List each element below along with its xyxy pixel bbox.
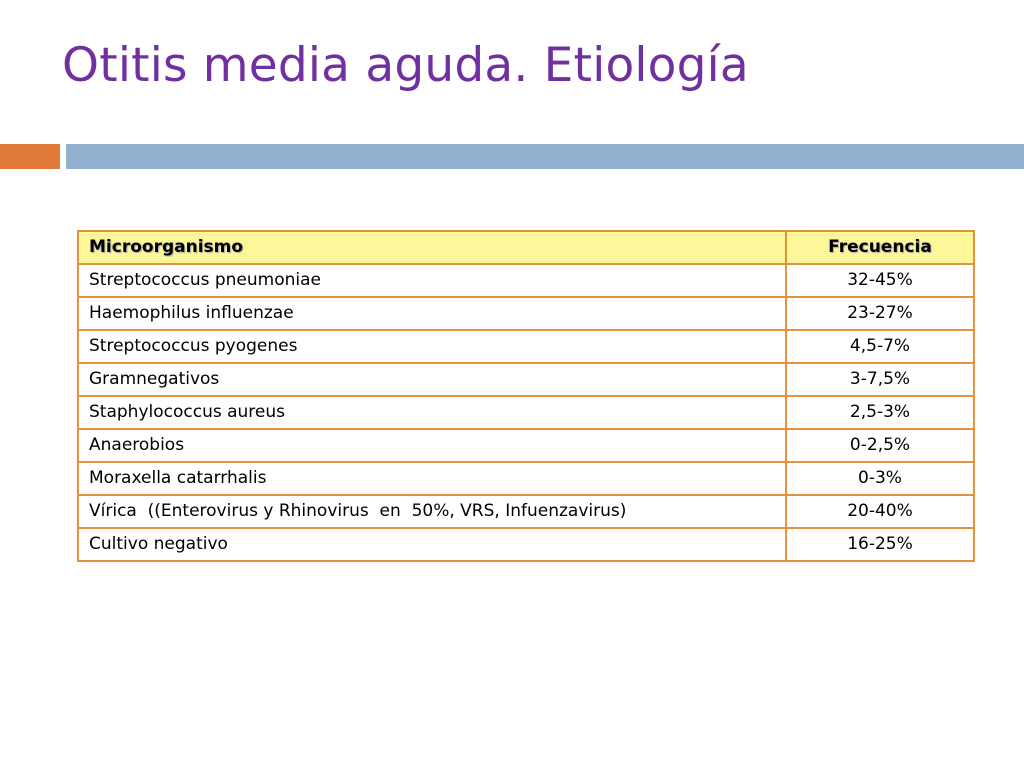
organism-cell: Anaerobios — [78, 429, 786, 462]
organism-cell: Moraxella catarrhalis — [78, 462, 786, 495]
table-row — [78, 462, 974, 495]
frequency-cell: 3-7,5% — [786, 363, 974, 396]
header-frecuencia: Frecuencia — [786, 231, 974, 264]
frequency-cell: 23-27% — [786, 297, 974, 330]
table-row — [78, 330, 974, 363]
table-row — [78, 363, 974, 396]
header-microorganismo: Microorganismo — [78, 231, 786, 264]
frequency-cell: 16-25% — [786, 528, 974, 561]
organism-cell: Haemophilus influenzae — [78, 297, 786, 330]
frequency-cell: 2,5-3% — [786, 396, 974, 429]
organism-cell: Staphylococcus aureus — [78, 396, 786, 429]
table-header-row — [78, 231, 974, 264]
table-row — [78, 528, 974, 561]
etiology-table — [77, 230, 975, 562]
accent-bar-orange — [0, 144, 60, 169]
frequency-cell: 0-3% — [786, 462, 974, 495]
frequency-cell: 4,5-7% — [786, 330, 974, 363]
organism-cell: Streptococcus pneumoniae — [78, 264, 786, 297]
organism-cell: Streptococcus pyogenes — [78, 330, 786, 363]
frequency-cell: 32-45% — [786, 264, 974, 297]
slide-title: Otitis media aguda. Etiología — [62, 38, 749, 93]
organism-cell: Gramnegativos — [78, 363, 786, 396]
table-row — [78, 297, 974, 330]
table-row — [78, 396, 974, 429]
table-row — [78, 264, 974, 297]
organism-cell: Vírica ((Enterovirus y Rhinovirus en 50%, VRS, Infuenzavirus) — [78, 495, 786, 528]
table-row — [78, 429, 974, 462]
table-row — [78, 495, 974, 528]
accent-bar-blue — [66, 144, 1024, 169]
frequency-cell: 0-2,5% — [786, 429, 974, 462]
frequency-cell: 20-40% — [786, 495, 974, 528]
organism-cell: Cultivo negativo — [78, 528, 786, 561]
